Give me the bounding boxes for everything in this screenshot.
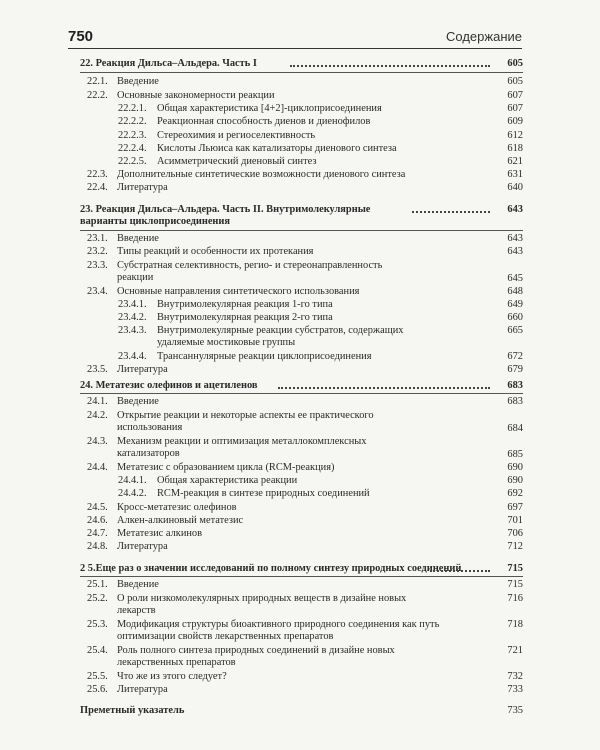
- entry-page: 712: [507, 541, 523, 552]
- entry-number: 23.5.: [87, 364, 108, 375]
- page-number: 750: [68, 28, 94, 45]
- entry-title: Трансаннулярные реакции циклоприсоединения: [157, 351, 372, 362]
- entry-number: 25.6.: [87, 684, 108, 695]
- chapter-title: 23. Реакция Дильса–Альдера. Часть II. Внутримолекулярные варианты циклоприсоединения: [80, 204, 371, 227]
- toc-entry[interactable]: [0, 436, 600, 462]
- entry-title: Литература: [117, 364, 168, 375]
- entry-number: 22.4.: [87, 182, 108, 193]
- chapter-page: 605: [507, 58, 523, 69]
- entry-page: 605: [507, 76, 523, 87]
- entry-number: 22.1.: [87, 76, 108, 87]
- entry-number: 24.8.: [87, 541, 108, 552]
- entry-page: 684: [507, 423, 523, 434]
- running-title: Содержание: [446, 29, 522, 44]
- entry-number: 22.2.2.: [118, 116, 147, 127]
- entry-title: Алкен-алкиновый метатезис: [117, 515, 244, 526]
- toc-entry[interactable]: [0, 260, 600, 286]
- entry-number: 25.3.: [87, 619, 108, 630]
- entry-title: Что же из этого следует?: [117, 671, 227, 682]
- entry-number: 22.2.5.: [118, 156, 147, 167]
- entry-page: 612: [507, 130, 523, 141]
- entry-title: Метатезис с образованием цикла (RCM-реакция): [117, 462, 335, 473]
- entry-number: 23.4.3.: [118, 325, 147, 336]
- entry-page: 685: [507, 449, 523, 460]
- entry-number: 23.4.4.: [118, 351, 147, 362]
- entry-title: Литература: [117, 684, 168, 695]
- chapter-page: 643: [507, 204, 523, 215]
- entry-title: Внутримолекулярная реакция 1-го типа: [157, 299, 333, 310]
- chapter-rule: [80, 72, 523, 73]
- entry-page: 706: [507, 528, 523, 539]
- entry-page: 690: [507, 462, 523, 473]
- entry-page: 648: [507, 286, 523, 297]
- entry-title: Введение: [117, 579, 159, 590]
- toc-entry[interactable]: [0, 619, 600, 645]
- leader-dots: [290, 65, 490, 67]
- chapter-rule: [80, 393, 523, 394]
- entry-title: Открытие реакции и некоторые аспекты ее практического использования: [117, 410, 374, 433]
- entry-title: Основные закономерности реакции: [117, 90, 275, 101]
- entry-page: 609: [507, 116, 523, 127]
- entry-number: 22.2.: [87, 90, 108, 101]
- entry-title: Субстратная селективность, регио- и стереонаправленность реакции: [117, 260, 383, 283]
- entry-title: Модификация структуры биоактивного природного соединения как путь оптимизации свойств лекарственных препаратов: [117, 619, 440, 642]
- leader-dots: [412, 211, 490, 213]
- chapter-page: 683: [507, 380, 523, 391]
- entry-title: О роли низкомолекулярных природных веществ в дизайне новых лекарств: [117, 593, 407, 616]
- entry-page: 665: [507, 325, 523, 336]
- entry-number: 25.2.: [87, 593, 108, 604]
- entry-title: Внутримолекулярная реакция 2-го типа: [157, 312, 333, 323]
- entry-number: 24.4.2.: [118, 488, 147, 499]
- entry-title: Основные направления синтетического использования: [117, 286, 360, 297]
- entry-page: 640: [507, 182, 523, 193]
- entry-number: 25.5.: [87, 671, 108, 682]
- entry-title: Введение: [117, 396, 159, 407]
- index-page: 735: [507, 705, 523, 716]
- entry-page: 718: [507, 619, 523, 630]
- entry-title: Асимметрический диеновый синтез: [157, 156, 317, 167]
- entry-page: 690: [507, 475, 523, 486]
- entry-number: 24.5.: [87, 502, 108, 513]
- entry-page: 607: [507, 90, 523, 101]
- chapter-title: 2 5.Еще раз о значении исследований по полному синтезу природных соединений: [80, 563, 462, 574]
- entry-number: 23.4.2.: [118, 312, 147, 323]
- entry-page: 716: [507, 593, 523, 604]
- toc-entry[interactable]: [0, 645, 600, 671]
- entry-page: 697: [507, 502, 523, 513]
- toc-entry[interactable]: [0, 325, 600, 351]
- leader-dots: [430, 570, 490, 572]
- entry-title: Внутримолекулярные реакции субстратов, содержащих удаляемые мостиковые группы: [157, 325, 404, 348]
- entry-page: 660: [507, 312, 523, 323]
- entry-page: 643: [507, 246, 523, 257]
- entry-title: Типы реакций и особенности их протекания: [117, 246, 314, 257]
- entry-number: 24.6.: [87, 515, 108, 526]
- entry-number: 23.1.: [87, 233, 108, 244]
- toc-entry[interactable]: [0, 593, 600, 619]
- entry-number: 22.2.4.: [118, 143, 147, 154]
- entry-number: 23.3.: [87, 260, 108, 271]
- entry-number: 24.3.: [87, 436, 108, 447]
- entry-number: 24.1.: [87, 396, 108, 407]
- entry-page: 715: [507, 579, 523, 590]
- entry-title: Литература: [117, 182, 168, 193]
- chapter-rule: [80, 230, 523, 231]
- entry-number: 25.1.: [87, 579, 108, 590]
- entry-page: 607: [507, 103, 523, 114]
- leader-dots: [278, 387, 490, 389]
- entry-title: Дополнительные синтетические возможности диенового синтеза: [117, 169, 406, 180]
- entry-page: 721: [507, 645, 523, 656]
- entry-title: RCM-реакция в синтезе природных соединений: [157, 488, 370, 499]
- entry-page: 692: [507, 488, 523, 499]
- entry-page: 645: [507, 273, 523, 284]
- entry-number: 23.4.1.: [118, 299, 147, 310]
- entry-title: Механизм реакции и оптимизация металлокомплексных катализаторов: [117, 436, 367, 459]
- entry-number: 23.2.: [87, 246, 108, 257]
- chapter-title: 24. Метатезис олефинов и ацетиленов: [80, 380, 258, 391]
- entry-title: Введение: [117, 76, 159, 87]
- toc-entry[interactable]: [0, 410, 600, 436]
- chapter-title: 22. Реакция Дильса–Альдера. Часть I: [80, 58, 257, 69]
- entry-number: 23.4.: [87, 286, 108, 297]
- entry-page: 643: [507, 233, 523, 244]
- entry-number: 22.2.1.: [118, 103, 147, 114]
- entry-page: 679: [507, 364, 523, 375]
- chapter-page: 715: [507, 563, 523, 574]
- entry-title: Реакционная способность диенов и диенофилов: [157, 116, 371, 127]
- entry-page: 733: [507, 684, 523, 695]
- entry-title: Метатезис алкинов: [117, 528, 203, 539]
- entry-number: 25.4.: [87, 645, 108, 656]
- entry-title: Общая характеристика реакции: [157, 475, 298, 486]
- entry-title: Стереохимия и региоселективность: [157, 130, 316, 141]
- entry-title: Роль полного синтеза природных соединений в дизайне новых лекарственных препаратов: [117, 645, 395, 668]
- entry-number: 22.2.3.: [118, 130, 147, 141]
- entry-title: Введение: [117, 233, 159, 244]
- entry-page: 621: [507, 156, 523, 167]
- entry-page: 649: [507, 299, 523, 310]
- entry-page: 732: [507, 671, 523, 682]
- entry-number: 24.7.: [87, 528, 108, 539]
- entry-page: 618: [507, 143, 523, 154]
- entry-page: 701: [507, 515, 523, 526]
- index-title: Преметный указатель: [80, 705, 185, 716]
- entry-number: 24.2.: [87, 410, 108, 421]
- entry-page: 672: [507, 351, 523, 362]
- entry-title: Общая характеристика [4+2]-циклоприсоединения: [157, 103, 382, 114]
- entry-number: 24.4.: [87, 462, 108, 473]
- entry-title: Кросс-метатезис олефинов: [117, 502, 237, 513]
- entry-number: 22.3.: [87, 169, 108, 180]
- entry-title: Кислоты Льюиса как катализаторы диенового синтеза: [157, 143, 397, 154]
- entry-title: Литература: [117, 541, 168, 552]
- entry-number: 24.4.1.: [118, 475, 147, 486]
- chapter-rule: [80, 576, 523, 577]
- entry-page: 631: [507, 169, 523, 180]
- entry-page: 683: [507, 396, 523, 407]
